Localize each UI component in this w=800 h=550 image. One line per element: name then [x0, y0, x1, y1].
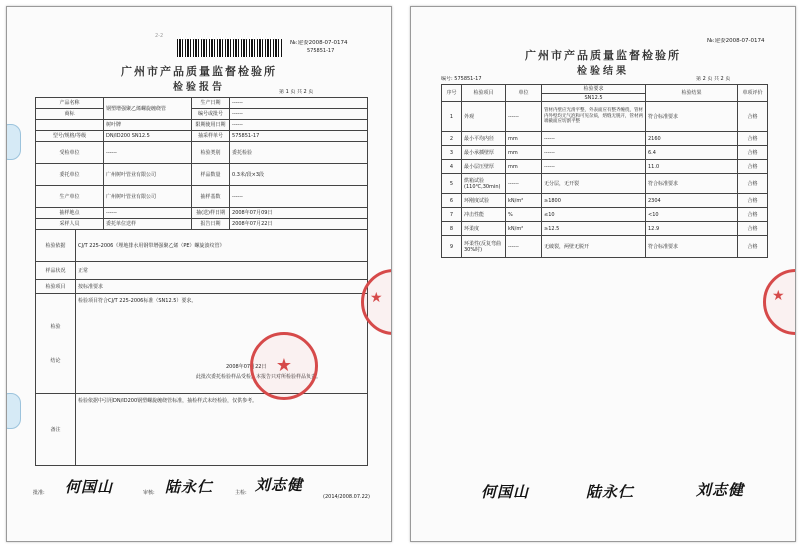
- page-info: 第 1 页 共 2 页: [279, 89, 314, 95]
- approve-signature: 何国山: [65, 478, 114, 496]
- row-item: 烘箱试验(110℃,30min): [462, 174, 506, 194]
- finish-date: 2008年07月22日: [230, 219, 368, 230]
- row-unit: %: [506, 208, 542, 222]
- seal-note: 此批次委托检验样品受检，本报告只对所检验样品负责。: [196, 374, 322, 380]
- spec-header: SN12.5: [542, 94, 646, 102]
- footer-code: (2014/2008.07.22): [323, 494, 370, 500]
- table-row: [442, 222, 768, 236]
- col-header-result: 检验结果: [646, 85, 738, 102]
- inspected-unit-label: 受检单位: [36, 142, 104, 164]
- row-unit: mm: [506, 160, 542, 174]
- table-row: [442, 194, 768, 208]
- items-label: 检验项目: [36, 280, 76, 294]
- row-eval: 合格: [738, 146, 768, 160]
- sampling-base: ------: [230, 186, 368, 208]
- inspection-type-label: 检验类别: [192, 142, 230, 164]
- row-eval: 合格: [738, 102, 768, 132]
- table-row: [442, 132, 768, 146]
- row-result: 2160: [646, 132, 738, 146]
- page-info: 第 2 页 共 2 页: [696, 76, 731, 82]
- row-no: 6: [442, 194, 462, 208]
- serial-label: 编号或批号: [192, 109, 230, 120]
- conclusion-label-2: 结论: [50, 357, 61, 364]
- qty: 0.3米/段×3段: [230, 164, 368, 186]
- main-inspector-signature: 刘志健: [255, 476, 304, 494]
- trademark-value-label: [36, 120, 104, 131]
- row-requirement: ≤10: [542, 208, 646, 222]
- results-table: [441, 84, 768, 258]
- report-info-table: [35, 97, 368, 466]
- col-header-no: 序号: [442, 85, 462, 102]
- row-result: 符合标准要求: [646, 174, 738, 194]
- items: 按标准要求: [76, 280, 368, 294]
- sample-date: 2008年07月09日: [230, 208, 368, 219]
- row-eval: 合格: [738, 194, 768, 208]
- serial: ------: [230, 109, 368, 120]
- review-signature: 陆永仁: [586, 483, 635, 501]
- row-requirement: ------: [542, 146, 646, 160]
- row-requirement: 无分层，无开裂: [542, 174, 646, 194]
- model: DN/ID200 SN12.5: [104, 131, 192, 142]
- row-eval: 合格: [738, 160, 768, 174]
- row-eval: 合格: [738, 132, 768, 146]
- col-header-item: 检验项目: [462, 85, 506, 102]
- seal-date: 2008年07月22日: [226, 364, 267, 370]
- row-item: 最小平均内径: [462, 132, 506, 146]
- row-no: 8: [442, 222, 462, 236]
- row-no: 4: [442, 160, 462, 174]
- row-requirement: ------: [542, 160, 646, 174]
- product-name: 钢塑增强聚乙烯螺旋缠绕管: [104, 98, 192, 120]
- binder-hole: [6, 393, 21, 429]
- row-unit: kN/m²: [506, 222, 542, 236]
- seal-star-icon: ★: [772, 288, 785, 304]
- producer: 广州树叶管业有限公司: [104, 186, 192, 208]
- table-row: [442, 102, 768, 132]
- row-eval: 合格: [738, 174, 768, 194]
- report-number: №:建委2008-07-0174: [290, 40, 348, 46]
- row-unit: mm: [506, 132, 542, 146]
- sampling-place: ------: [104, 208, 192, 219]
- sample-number: 编号: 575851-17: [441, 76, 482, 82]
- row-unit: ------: [506, 174, 542, 194]
- inspected-unit: ------: [104, 142, 192, 164]
- producer-label: 生产单位: [36, 186, 104, 208]
- row-no: 2: [442, 132, 462, 146]
- row-eval: 合格: [738, 208, 768, 222]
- row-unit: mm: [506, 146, 542, 160]
- approve-signature: 何国山: [481, 483, 530, 501]
- sample-status: 正常: [76, 262, 368, 280]
- row-item: 环柔度: [462, 222, 506, 236]
- row-item: 环柔性(反复弯曲30%时): [462, 236, 506, 258]
- row-result: 符合标准要求: [646, 236, 738, 258]
- row-result: 2304: [646, 194, 738, 208]
- row-unit: ------: [506, 102, 542, 132]
- qty-label: 样品数量: [192, 164, 230, 186]
- results-title: 检验结果: [577, 66, 629, 77]
- review-label: 审核:: [143, 490, 155, 496]
- model-label: 型号/规格/等级: [36, 131, 104, 142]
- row-requirement: ≥1800: [542, 194, 646, 208]
- binder-hole: [6, 124, 21, 160]
- remarks-label: 备注: [36, 394, 76, 466]
- inspection-results-page: [410, 6, 796, 542]
- sampler-label: 采样人员: [36, 219, 104, 230]
- row-eval: 合格: [738, 222, 768, 236]
- row-item: 最小层压壁厚: [462, 160, 506, 174]
- trademark-label: 商标: [36, 109, 104, 120]
- row-no: 5: [442, 174, 462, 194]
- row-item: 环刚度试验: [462, 194, 506, 208]
- table-row: [442, 146, 768, 160]
- conclusion-label: [36, 294, 76, 394]
- table-row: [442, 174, 768, 194]
- report-number: №:建委2008-07-0174: [707, 38, 765, 44]
- institute-title: 广州市产品质量监督检验所: [525, 49, 681, 62]
- handwritten-corner-note: 2-2: [155, 33, 164, 39]
- report-title: 检验报告: [173, 82, 225, 93]
- row-requirement: 无破裂，两壁无脱开: [542, 236, 646, 258]
- row-unit: ------: [506, 236, 542, 258]
- trademark: 树叶牌: [104, 120, 192, 131]
- row-result: 符合标准要求: [646, 102, 738, 132]
- sample-date-label: 抽(送)样日期: [192, 208, 230, 219]
- inspection-type: 委托检验: [230, 142, 368, 164]
- finish-date-label: 报告日期: [192, 219, 230, 230]
- report-cover-page: [6, 6, 392, 542]
- row-no: 9: [442, 236, 462, 258]
- institute-title: 广州市产品质量监督检验所: [121, 65, 277, 78]
- row-item: 外观: [462, 102, 506, 132]
- conclusion-label-1: 检验: [50, 323, 61, 330]
- row-requirement: 管材内壁应光滑平整，外表面应有整齐缠绕，管材内外壁均无气泡和可见杂质，熔缝无脱开，管材两端截面应切割平整: [542, 102, 646, 132]
- seal-star-icon: ★: [275, 355, 293, 376]
- row-item: 最小承插壁厚: [462, 146, 506, 160]
- basis: CJ/T 225-2006《埋地排水用钢带增强聚乙烯（PE）螺旋波纹管》: [76, 230, 368, 262]
- conclusion-text: 检验项目符合CJ/T 225-2006标准（SN12.5）要求。: [78, 298, 197, 304]
- approve-label: 批准:: [33, 490, 45, 496]
- prod-date-label: 生产日期: [192, 98, 230, 109]
- official-seal: [250, 332, 318, 400]
- row-no: 3: [442, 146, 462, 160]
- row-unit: kN/m²: [506, 194, 542, 208]
- main-inspector-signature: 刘志健: [696, 481, 745, 499]
- client-label: 委托单位: [36, 164, 104, 186]
- conclusion-cell: [76, 294, 368, 394]
- sampling-base-label: 抽样基数: [192, 186, 230, 208]
- table-row: [442, 160, 768, 174]
- remarks-cell: [76, 394, 368, 466]
- barcode: [177, 39, 282, 57]
- row-result: 11.0: [646, 160, 738, 174]
- main-inspector-label: 主检:: [235, 490, 247, 496]
- table-row: [442, 208, 768, 222]
- sampler: 委托单位送样: [104, 219, 192, 230]
- row-requirement: ------: [542, 132, 646, 146]
- row-item: 冲击性能: [462, 208, 506, 222]
- row-result: 6.4: [646, 146, 738, 160]
- sample-status-label: 样品状况: [36, 262, 76, 280]
- col-header-eval: 单项评价: [738, 85, 768, 102]
- prod-date: ------: [230, 98, 368, 109]
- table-row: [442, 236, 768, 258]
- basis-label: 检验依据: [36, 230, 76, 262]
- review-signature: 陆永仁: [165, 478, 214, 496]
- row-requirement: ≥12.5: [542, 222, 646, 236]
- sampling-place-label: 抽样地点: [36, 208, 104, 219]
- reg-no: ------: [230, 120, 368, 131]
- row-no: 1: [442, 102, 462, 132]
- seal-star-icon: ★: [370, 290, 383, 306]
- product-name-label: 产品名称: [36, 98, 104, 109]
- client: 广州树叶管业有限公司: [104, 164, 192, 186]
- row-no: 7: [442, 208, 462, 222]
- sample-no: 575851-17: [230, 131, 368, 142]
- col-header-unit: 单位: [506, 85, 542, 102]
- row-result: 12.9: [646, 222, 738, 236]
- row-result: <10: [646, 208, 738, 222]
- reg-no-label: 限期使用日期: [192, 120, 230, 131]
- report-number-small: 575851-17: [307, 48, 335, 54]
- remarks-text: 检验依据中引用DN/ID200钢塑螺旋缠绕管标准，抽检样式未经检验，仅供参考。: [78, 398, 258, 404]
- sample-no-label: 抽采样单号: [192, 131, 230, 142]
- edge-seal: [763, 269, 796, 335]
- col-header-requirement: 检验要求: [542, 85, 646, 94]
- row-eval: 合格: [738, 236, 768, 258]
